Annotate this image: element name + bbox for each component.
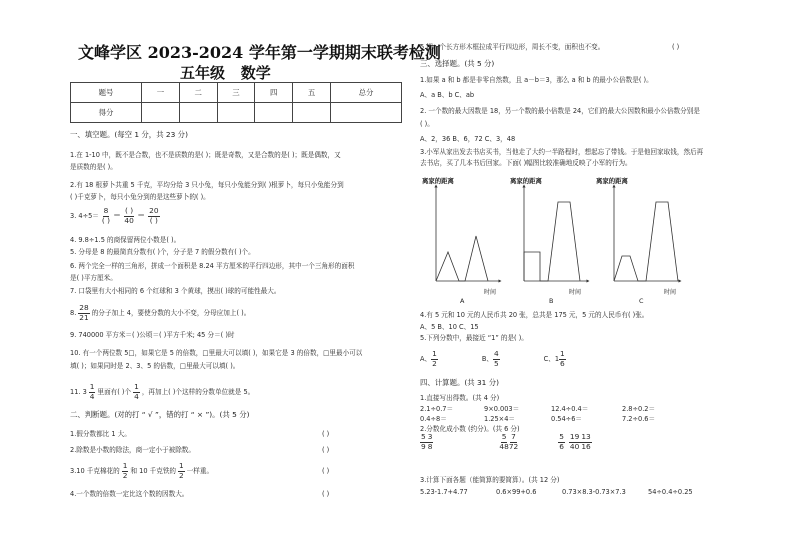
question-text: 9. 740000 平方米＝( )公顷＝( )平方千米; 45 分＝( )时 [70,331,235,339]
subject-label: 数学 [240,64,271,82]
question-text: 3.小军从家出发去书店买书，当他走了大约一半路程时，想起忘了带钱。于是他回家取钱，然后再 [420,148,704,156]
fraction: $\frac{7}{72}$ [508,432,519,451]
graph-option-label: A [460,297,465,305]
score-row-label: 得分 [71,103,142,123]
grade-label: 五年级 [180,64,226,82]
question-text: 4.有 5 元和 10 元的人民币共 20 张，总共是 175 元，5 元的人民币有( )张。 [420,311,649,319]
graph-c[interactable] [596,176,680,305]
question-text: 2.有 18 根萝卜共重 5 千克，平均分给 3 只小兔，每只小兔能分到( )根萝卜，每只小兔能分到 [70,181,344,189]
score-cell[interactable] [179,103,217,123]
question-text: 6. 两个完全一样的三角形，拼成一个面积是 8.24 平方厘米的平行四边形，其中一个三角形的面积 [70,262,355,270]
calc-item: 2.8÷0.2＝ [622,405,656,413]
graph-x-label: 时间 [664,289,677,296]
fraction: $\frac{( )}{40}$ [124,206,134,225]
question-text: 4. 9.8÷1.5 的商保留两位小数是( )。 [70,236,181,244]
question-text: 是( )平方厘米。 [70,274,117,282]
fraction: $\frac{20}{( )}$ [149,206,159,225]
distance-time-graphs [418,174,718,306]
calc-item: 0.6×99+0.6 [496,488,537,496]
answer-bracket[interactable]: ( ) [322,490,330,498]
score-col-header: 题号 [71,83,142,103]
question-text: 2.分数化成小数 (约分)。(共 6 分) [420,425,520,433]
graph-y-label: 离家的距离 [510,177,542,185]
fraction: $\frac{8}{( )}$ [101,206,111,225]
score-cell[interactable] [330,103,401,123]
question-text: 去书店，买了几本书后回家。下面( )幅图比较准确地反映了小军的行为。 [420,159,632,167]
judge-3: 3.10 千克棉花的 $\frac{1}{2}$ 和 10 千克铁的 $\frac{1}{2}$ 一样重。 [70,461,214,480]
fraction: $\frac{5}{48}$ [499,432,509,451]
fraction: $\frac{4}{5}$ [493,349,499,368]
question-text: 1.在 1-10 中，既不是合数，也不是质数的是( )；既是奇数，又是合数的是( )；既是偶数，又 [70,151,341,159]
calc-item: 0.54÷6＝ [551,415,582,423]
fraction: $\frac{1}{6}$ [560,349,565,368]
question-text: 1.直接写出得数。(共 4 分) [420,394,500,402]
question-text: 5.下列分数中，最接近 “1” 的是( )。 [420,334,528,342]
fraction: $\frac{1}{2}$ [122,461,128,480]
question-text: ( )。 [420,120,434,128]
answer-bracket[interactable]: ( ) [322,467,330,475]
fraction: $\frac{1}{4}$ [89,382,95,401]
score-col-header: 二 [179,83,217,103]
question-11: 11. 3 $\frac{1}{4}$ 里面有( )个 $\frac{1}{4}$ ，再加上( )个这样的分数单位就是 5。 [70,382,255,401]
fraction: $\frac{1}{4}$ [134,382,139,401]
exam-title: 文峰学区 2023-2024 学年第一学期期末联考检测 [78,43,441,62]
score-col-header: 一 [142,83,180,103]
question-3: 3. 4÷5＝ $\frac{8}{( )}$ ＝ $\frac{( )}{40}$ ＝ $\frac{20}{( )}$ [70,206,159,225]
answer-bracket[interactable]: ( ) [672,43,680,51]
question-text: 7. 口袋里有大小相同的 6 个红球和 3 个黄球，摸出( )球的可能性最大。 [70,287,281,295]
calc-item: 2.1÷0.7＝ [420,405,454,413]
calc-item: 54÷0.4÷0.25 [648,488,693,496]
score-cell[interactable] [217,103,255,123]
calc-item: 1.25×4＝ [484,415,515,423]
question-8: 8. $\frac{28}{21}$ 的分子加上 4，要使分数的大小不变，分母应加上( )。 [70,303,251,322]
score-cell[interactable] [142,103,180,123]
question-text: 2.除数是小数的除法，商一定小于被除数。 [70,446,195,454]
calc-item: 12.4÷0.4＝ [551,405,589,413]
score-col-header: 四 [255,83,293,103]
score-col-header: 五 [293,83,331,103]
question-5-options: A、 $\frac{1}{2}$ B、 $\frac{4}{5}$ C、 1 $\frac{1}{6}$ [420,349,565,368]
question-text: 2. 一个数的最大因数是 18，另一个数的最小倍数是 24，它们的最大公因数和最小公倍数分别是 [420,107,700,115]
answer-bracket[interactable]: ( ) [322,446,330,454]
fraction: $\frac{28}{21}$ [79,303,89,322]
calc-item: 0.73×8.3-0.73×7.3 [562,488,626,496]
fraction: $\frac{1}{2}$ [432,349,437,368]
calc-item: 7.2÷0.6＝ [622,415,656,423]
options-text: A、a B、b C、ab [420,91,475,99]
calc-item: 0.4÷8＝ [420,415,447,423]
compare-row [420,433,592,451]
score-col-header: 总分 [330,83,401,103]
question-text: 5. 分母是 8 的最简真分数有( )个，分子是 7 的假分数有( )个。 [70,248,255,256]
section-2-heading: 二、判断题。(对的打 “ √ ”，错的打 “ × ”)。(共 5 分) [70,410,250,419]
answer-bracket[interactable]: ( ) [322,430,330,438]
calc-item: 9×0.003＝ [484,405,520,413]
fraction: $\frac{1}{2}$ [179,461,184,480]
question-text: 3.计算下面各题（能简算的要简算）。(共 12 分) [420,476,560,484]
graph-x-label: 时间 [569,289,582,296]
question-text: ( )千克萝卜，每只小兔分到的是这些萝卜的( )。 [70,193,210,201]
graph-option-label: B [549,297,554,305]
score-table-header-row [71,83,402,103]
graph-y-label: 离家的距离 [422,177,454,185]
question-text: 10. 有一个两位数 5□，如果它是 5 的倍数，□里最大可以填( )，如果它是 3 的倍数，□里最小可以 [70,349,363,357]
fraction: $\frac{5}{9}$ [421,432,426,451]
question-text: 1.如果 a 和 b 都是非零自然数，且 a－b＝3，那么 a 和 b 的最小公倍数是( )。 [420,76,653,84]
section-3-heading: 三、选择题。(共 5 分) [420,59,495,68]
question-text: 1.假分数都比 1 大。 [70,430,131,438]
score-cell[interactable] [293,103,331,123]
score-col-header: 三 [217,83,255,103]
question-text: 5.把一个长方形木框拉成平行四边形，周长不变，面积也不变。 [420,43,605,51]
grade-subject [180,62,271,83]
graph-b[interactable] [510,176,588,305]
graph-option-label: C [639,297,644,305]
section-4-heading: 四、计算题。(共 31 分) [420,378,499,387]
options-text: A、2，36 B、6，72 C、3，48 [420,135,516,143]
fraction: $\frac{3}{8}$ [427,432,433,451]
calc-item: 5.23-1.7+4.77 [420,488,468,496]
section-1-heading: 一、填空题。(每空 1 分，共 23 分) [70,130,188,139]
score-table-score-row [71,103,402,123]
fraction: $\frac{19}{40}$ [569,432,580,451]
question-text: 填( )；如果同时是 2、3、5 的倍数，□里最大可以填( )。 [70,362,240,370]
graph-y-label: 离家的距离 [596,177,628,185]
score-table [70,82,402,123]
question-number: 3. 4÷5＝ [70,212,99,220]
fraction: $\frac{13}{16}$ [581,432,591,451]
question-text: 4.一个数的倍数一定比这个数的因数大。 [70,490,189,498]
question-text: 是质数的是( )。 [70,163,117,171]
fraction: $\frac{5}{6}$ [559,432,564,451]
graph-x-label: 时间 [484,289,497,296]
options-text: A、5 B、10 C、15 [420,323,479,331]
graph-a[interactable] [422,176,500,305]
score-cell[interactable] [255,103,293,123]
